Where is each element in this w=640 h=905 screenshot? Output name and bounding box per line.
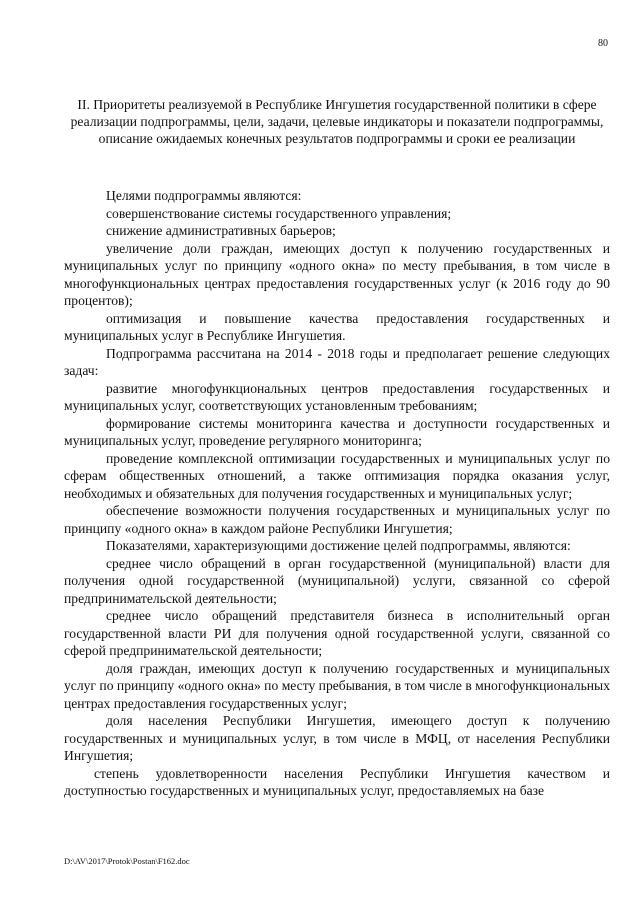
paragraph: степень удовлетворенности населения Республики Ингушетия качеством и доступностью государственных и муниципальных услуг, предоставляемых на базе: [64, 765, 610, 798]
paragraph: Целями подпрограммы являются:: [106, 188, 302, 203]
file-path-footer: D:\AV\2017\Protok\Postan\F162.doc: [64, 856, 190, 866]
paragraph: оптимизация и повышение качества предоставления государственных и муниципальных услуг в Республике Ингушетия.: [64, 310, 610, 343]
paragraph: Подпрограмма рассчитана на 2014 - 2018 годы и предполагает решение следующих задач:: [64, 345, 610, 378]
paragraph: доля населения Республики Ингушетия, имеющего доступ к получению государственных и муниципальных услуг, в том числе в МФЦ, от населения Республики Ингушетия;: [64, 713, 610, 763]
paragraph: среднее число обращений в орган государственной (муниципальной) власти для получения одной государственной (муниципальной) услуги, связанной со сферой предпринимательской деятельности;: [64, 555, 610, 606]
paragraph: Показателями, характеризующими достижение целей подпрограммы, являются:: [106, 538, 571, 553]
paragraph: развитие многофункциональных центров предоставления государственных и муниципальных услуг, соответствующих установленным требованиям;: [64, 380, 610, 413]
page-number: 80: [598, 38, 608, 49]
section-heading: II. Приоритеты реализуемой в Республике Ингушетия государственной политики в сфере реализации подпрограммы, цели, задачи, целевые индикаторы и показатели подпрограммы, описание ожидаемых конечных результатов подпрограммы и сроки ее реализации: [70, 97, 604, 146]
paragraph: увеличение доли граждан, имеющих доступ к получению государственных и муниципальных услуг по принципу «одного окна» по месту пребывания, в том числе в многофункциональных центрах предоставления государственных услуг (к 2016 году до 90 процентов);: [64, 240, 610, 308]
paragraph: среднее число обращений представителя бизнеса в исполнительный орган государственной власти РИ для получения одной государственной услуги, связанной со сферой предпринимательской деятельности;: [64, 608, 610, 658]
paragraph: снижение административных барьеров;: [106, 223, 336, 238]
paragraph: обеспечение возможности получения государственных и муниципальных услуг по принципу «одного окна» в каждом районе Республики Ингушетия;: [64, 503, 610, 536]
paragraph: совершенствование системы государственного управления;: [106, 205, 452, 221]
paragraph: доля граждан, имеющих доступ к получению государственных и муниципальных услуг по принципу «одного окна» по месту пребывания, в том числе в многофункциональных центрах предоставления государственных услуг;: [64, 660, 610, 711]
document-body: [64, 187, 610, 800]
paragraph: проведение комплексной оптимизации государственных и муниципальных услуг по сферам общественных отношений, а также оптимизация порядка оказания услуг, необходимых и обязательных для получения государственных и муниципальных услуг;: [64, 450, 610, 501]
paragraph: формирование системы мониторинга качества и доступности государственных и муниципальных услуг, проведение регулярного мониторинга;: [64, 415, 610, 448]
